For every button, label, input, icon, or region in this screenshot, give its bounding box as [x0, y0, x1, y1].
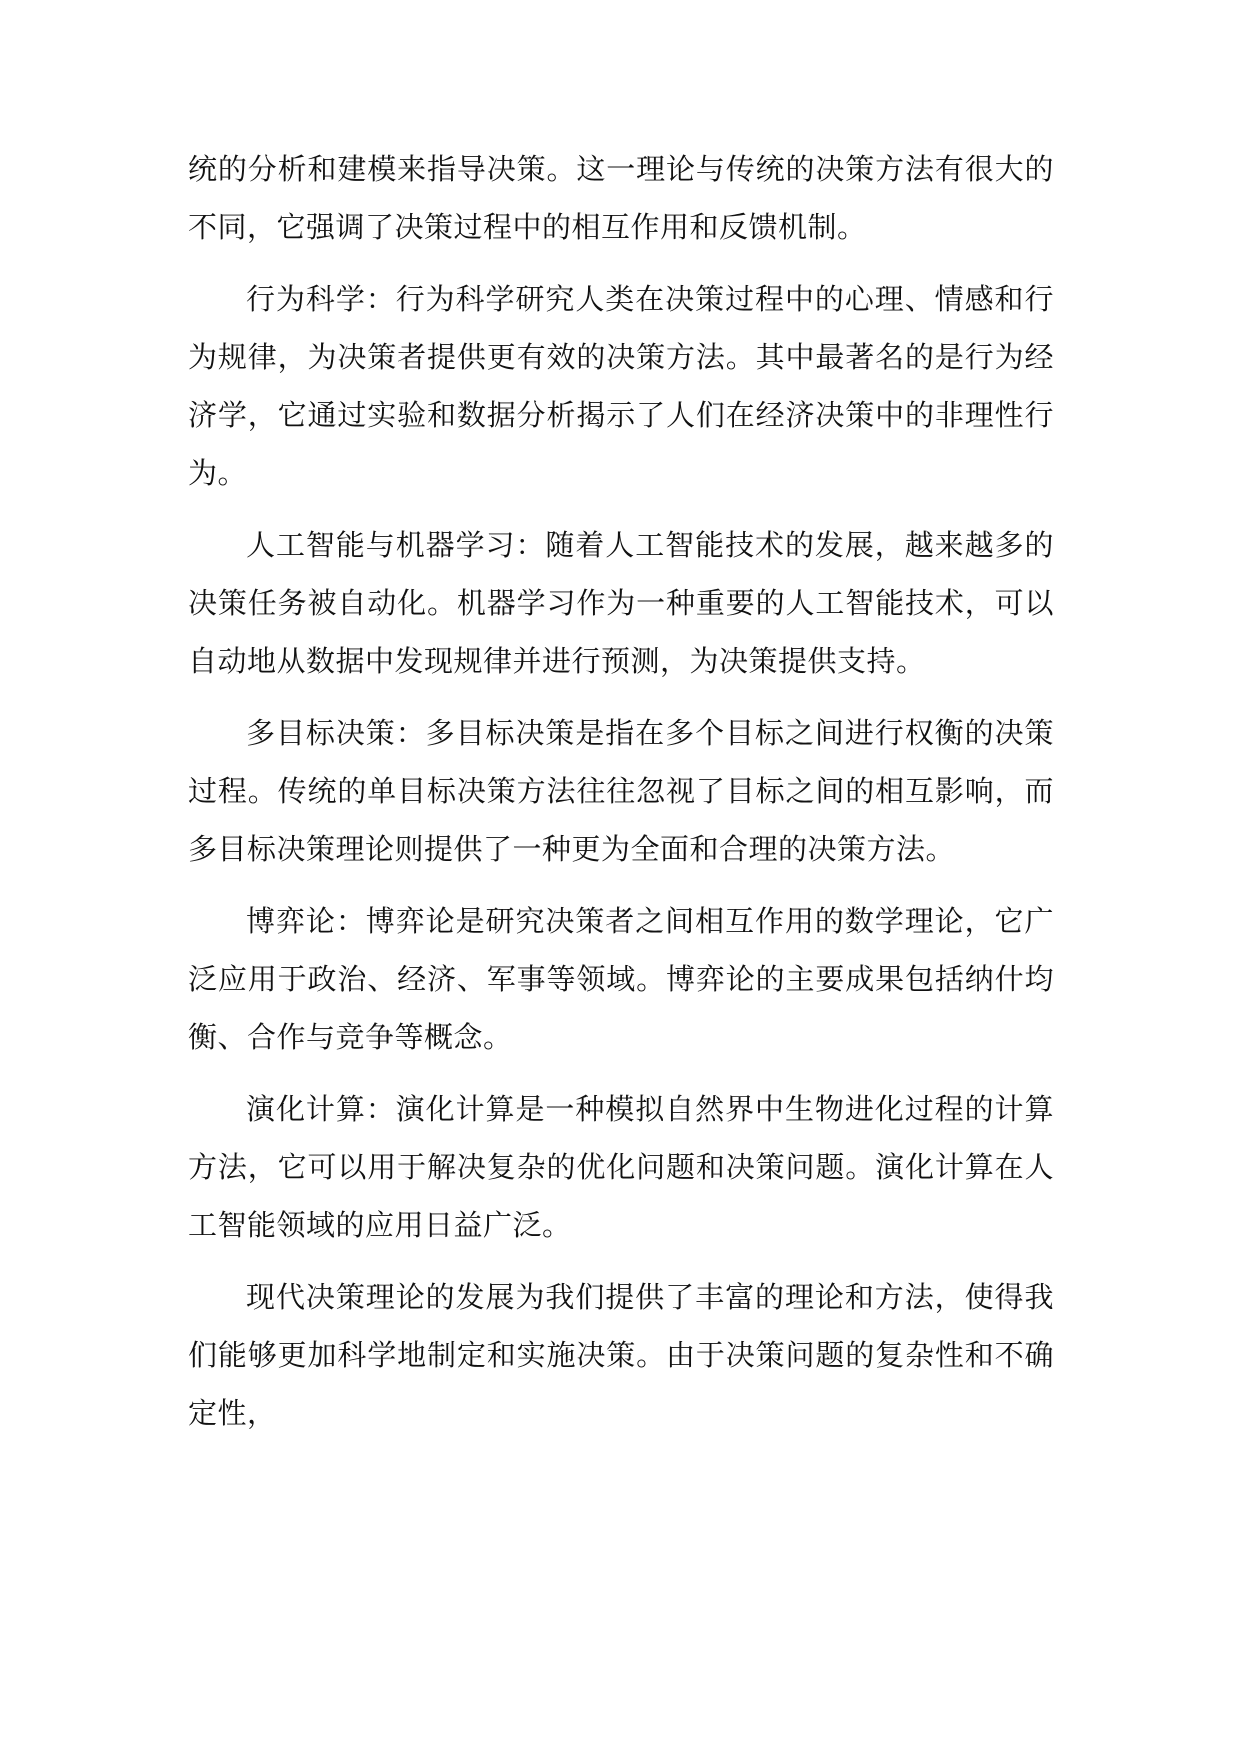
paragraph-behavioral-science: 行为科学：行为科学研究人类在决策过程中的心理、情感和行为规律，为决策者提供更有效的决策方法。其中最著名的是行为经济学，它通过实验和数据分析揭示了人们在经济决策中的非理性行为。 — [188, 282, 1054, 490]
paragraph-continuation: 统的分析和建模来指导决策。这一理论与传统的决策方法有很大的不同，它强调了决策过程中的相互作用和反馈机制。 — [188, 152, 1054, 244]
paragraph-evolutionary-computation: 演化计算：演化计算是一种模拟自然界中生物进化过程的计算方法，它可以用于解决复杂的优化问题和决策问题。演化计算在人工智能领域的应用日益广泛。 — [188, 1092, 1054, 1242]
paragraph-conclusion: 现代决策理论的发展为我们提供了丰富的理论和方法，使得我们能够更加科学地制定和实施决策。由于决策问题的复杂性和不确定性， — [188, 1280, 1054, 1430]
paragraph-ai-machine-learning: 人工智能与机器学习：随着人工智能技术的发展，越来越多的决策任务被自动化。机器学习作为一种重要的人工智能技术，可以自动地从数据中发现规律并进行预测，为决策提供支持。 — [188, 528, 1054, 678]
paragraph-multi-objective: 多目标决策：多目标决策是指在多个目标之间进行权衡的决策过程。传统的单目标决策方法往往忽视了目标之间的相互影响，而多目标决策理论则提供了一种更为全面和合理的决策方法。 — [188, 716, 1054, 866]
paragraph-game-theory: 博弈论：博弈论是研究决策者之间相互作用的数学理论，它广泛应用于政治、经济、军事等领域。博弈论的主要成果包括纳什均衡、合作与竞争等概念。 — [188, 904, 1054, 1054]
document-body — [188, 140, 1054, 1456]
